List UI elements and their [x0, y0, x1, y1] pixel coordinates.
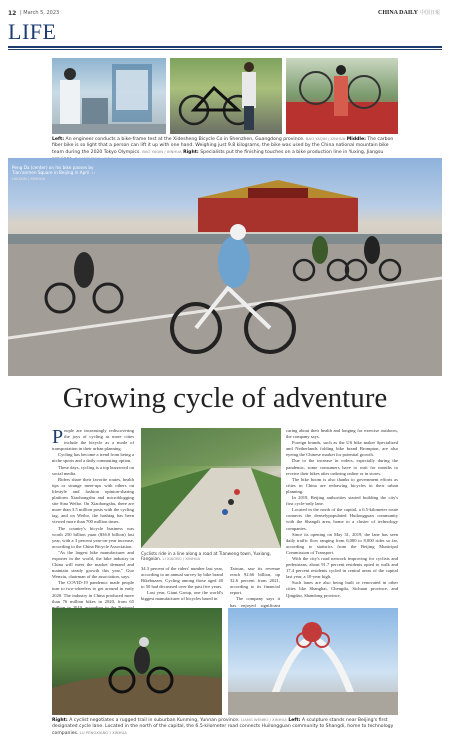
paragraph: Foreign brands, such as the US bike maker Specialized and Netherlands folding bike brand Brompton, are also eyeing the Chinese market for potential growth. — [286, 440, 398, 458]
paragraph: The COVID-19 pandemic made people turn to two-wheelers to get around in early 2020. The industry in China produced more than 76 million bikes in 2020, from 65 — [52, 580, 134, 604]
caption-credit-bottom-right: LU PENGXIANG / XINHUA — [79, 730, 127, 735]
paragraph: Riders share their favorite routes, health tips or strange meet-ups with others on lifestyle and fashion opinion-sharing platform Xiaohongshu and microblogging site Sina Weibo. On Xiaohongshu, there are more than 3.5 million posts with the cycling tag, and on Weibo, the hashtag has been viewed more than 700 million times. — [52, 476, 134, 525]
mid-photo-caption-text: Cyclists ride in a line along a road at Tianweng town, Yuxiang, Fangxian. — [141, 551, 271, 561]
caption-label-bottom-left: Right: — [52, 718, 68, 723]
caption-label-middle: Middle: — [346, 137, 366, 142]
bottom-photos-caption — [52, 717, 398, 737]
paragraph: Taiwan, saw its revenue reach 92.66 billion, up 32.6 percent from 2021, according to its financial report. — [230, 566, 280, 596]
caption-text-bottom-left: A cyclist negotiates a rugged trail in suburban Kunming, Yunnan province. — [69, 718, 240, 723]
caption-credit-left: BAO YAQIN / XINHUA — [305, 136, 346, 141]
paragraph: "As the largest bike manufacturer and exporter in the world, the bike industry in China will meet the market demand and maintain steady growth this year," Guo Wenxiu, chairman of the association, says. — [52, 549, 134, 580]
publication-title: CHINA DAILY — [378, 10, 418, 16]
photo-bike-frame-test — [52, 58, 166, 134]
paragraph: The country's bicycle business was worth 250 billion yuan ($36.0 billion) last year, with a 3 percent year-on-year increase, according to the China Bicycle Association. — [52, 525, 134, 549]
paragraph: eople are increasingly rediscovering the joys of cycling as more cities include the bicycle as a mode of transportation in their urban planning. — [52, 428, 134, 452]
paragraph: Last year, Giant Group, one the world's biggest manufacturer of bicycles based in — [141, 590, 223, 602]
mid-photo-caption — [141, 551, 281, 561]
mid-photo-credit: LI XIAOBO / XINHUA — [162, 556, 201, 561]
paragraph: These days, cycling is a top buzzword on social media. — [52, 464, 134, 476]
article-headline: Growing cycle of adventure — [62, 382, 388, 414]
section-rule — [8, 46, 442, 48]
article-column-1 — [52, 428, 134, 635]
paragraph: Located in the north of the capital, a 6.5-kilometer route connects the denselypopulated Huilongguan community with the Shangdi area, home to a cluster of technology companies. — [286, 507, 398, 531]
page-number: 12 — [8, 10, 17, 17]
paragraph: The company says it has enjoyed significant — [230, 596, 280, 608]
caption-credit-middle: BAO YAQIN / XINHUA — [142, 149, 182, 154]
article-column-4 — [286, 428, 398, 599]
publication-name — [378, 9, 440, 16]
article-column-2 — [141, 566, 223, 603]
photo-cyclists-town-road — [141, 428, 281, 548]
paragraph: With the city's road network improving for cyclists and pedestrians, about 91.7 percent residents opted to walk and 17.4 percent residents cycled in central areas of the capital last year, a 10-year high. — [286, 555, 398, 580]
photo-mountain-trail-cyclist — [52, 608, 222, 715]
paragraph: Such lanes are also being built or renovated in other cities like Shanghai, Chengdu, Sichuan province, and Qingdao, Shandong province. — [286, 580, 398, 598]
caption-label-bottom-right: Left: — [288, 718, 301, 723]
caption-label-right: Right: — [183, 150, 199, 155]
paragraph: Since its opening on May 31, 2019, the lane has seen daily traffic flow ranging from 6,000 to 8,000 rides so far, according to statistics from the Beijing Municipal Commission of Transport. — [286, 531, 398, 555]
main-photo-tiananmen-cyclists — [8, 158, 442, 376]
caption-label-left: Left: — [52, 137, 65, 142]
paragraph: caring about their health and longing for exercise outdoors, the company says. — [286, 428, 398, 440]
paragraph: Cycling has become a trend from being a niche sports and a daily commuting option. — [52, 452, 134, 464]
paragraph: The bike boom is also thanks to government efforts as cities in China are redrawing bicycles in their urban planning. — [286, 476, 398, 494]
publication-title-cn: 中国日報 — [419, 11, 440, 16]
paragraph: Due to the increase in orders, especially during the pandemic, some consumers have to wait for months to receive their bikes after ordering online or in stores. — [286, 458, 398, 476]
main-photo-credit: LI HAOXIN / XINHUA — [12, 170, 96, 181]
caption-text-middle: The carbon fiber bike is so light that a person can lift it up with one hand. Weighing just 9.8 kilograms, the bike was used by the China national mountain bike team during the 2020 Tokyo Olympics. — [52, 137, 394, 155]
photo-carbon-bike-lift — [170, 58, 282, 134]
caption-text-right: Specialists put the finishing touches on a bike production line in Yuxing, Jiangsu — [200, 150, 384, 155]
photo-bike-lane-sculpture — [228, 608, 398, 715]
section-title: LIFE — [8, 19, 57, 44]
drop-cap: P — [52, 426, 64, 448]
caption-credit-bottom-left: LIANG WENBO / XINHUA — [241, 717, 287, 722]
paragraph: In 2019, Beijing authorities started building the city's first cycle-only lane. — [286, 495, 398, 507]
section-rule-thin — [8, 49, 442, 50]
main-photo-caption-text: Peng Da (center) on his bike passes by Tian'anmen Square in Beijing in April. — [12, 165, 94, 176]
caption-text-left: An engineer conducts a bike-frame test at the Xidesheng Bicycle Co in Shenzhen, Guangdong province. — [65, 137, 305, 142]
caption-text-bottom-right: A sculpture stands near Beijing's first designated cycle lane. Located in the north of the capital, the 6.5-kilometer road connects Huilongguan community to Shangdi, home to technology companies. — [52, 718, 394, 736]
main-photo-caption — [12, 165, 102, 181]
issue-date: | March 5, 2023 — [20, 10, 60, 16]
paragraph: 34.3 percent of the riders' number last year, according to an annual survey by bike brand Bikebuzzes. Cycling among those aged 40 to 50 had decreased over the past five years. — [141, 566, 223, 590]
photo-bike-production-line — [286, 58, 398, 134]
